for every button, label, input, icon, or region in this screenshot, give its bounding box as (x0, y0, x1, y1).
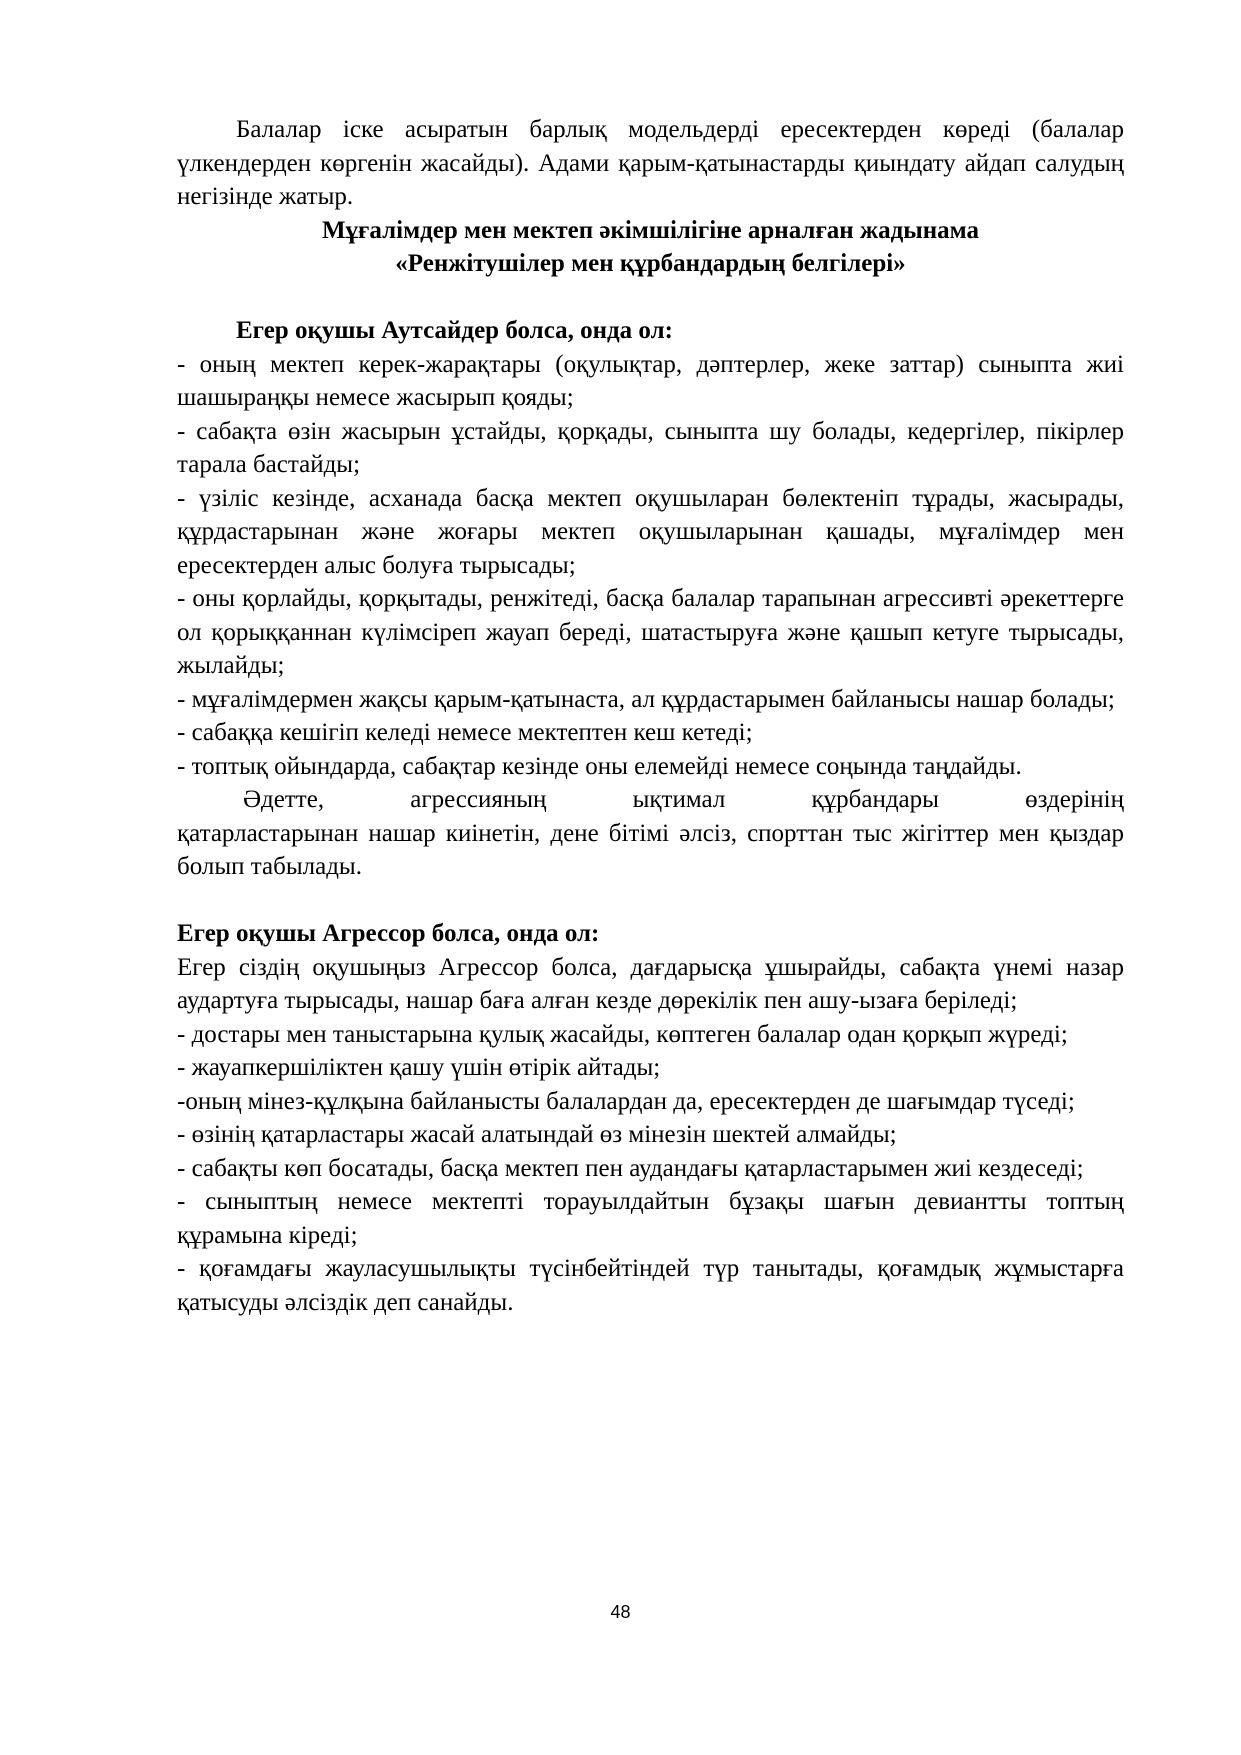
aggressor-list-item: - сыныптың немесе мектепті торауылдайтын бұзақы шағын девиантты топтың құрамына кіреді; (177, 1188, 1124, 1249)
outsider-list-item: - мұғалімдермен жақсы қарым-қатынаста, ал құрдастарымен байланысы нашар болады; (177, 685, 1115, 713)
outsider-list-item: - оны қорлайды, қорқытады, ренжітеді, басқа балалар тарапынан агрессивті әрекеттерге ол қорыққаннан күлімсіреп жауап береді, шатастыруға және қашып кетуге тырысады, жылайды; (177, 585, 1124, 679)
outsider-list-item: - сабақта өзін жасырын ұстайды, қорқады, сыныпта шу болады, кедергілер, пікірлер тарала бастайды; (177, 417, 1124, 478)
aggressor-list-item: -оның мінез-құлқына байланысты балалардан да, ересектерден де шағымдар түседі; (177, 1087, 1075, 1115)
aggressor-lead-paragraph: Егер сіздің оқушыңыз Агрессор болса, дағдарысқа ұшырайды, сабақта үнемі назар аудартуға тырысады, нашар баға алған кезде дөрекілік пен ашу-ызаға беріледі; (177, 953, 1124, 1014)
outsider-section-title: Егер оқушы Аутсайдер болса, онда ол: (236, 317, 673, 344)
aggressor-list-item: - өзінің қатарластары жасай алатындай өз мінезін шектей алмайды; (177, 1121, 897, 1148)
outsider-note-first-line: Әдетте, агрессияның ықтимал құрбандары өздерінің (243, 786, 1124, 813)
aggressor-list-item: - достары мен таныстарына қулық жасайды, көптеген балалар одан қорқып жүреді; (177, 1020, 1068, 1048)
aggressor-list-item: - қоғамдағы жауласушылықты түсінбейтіндей түр танытады, қоғамдық жұмыстарға қатысуды әлсіздік деп санайды. (177, 1255, 1124, 1316)
memo-heading-line-2: «Ренжітушілер мен құрбандардың белгілері» (395, 250, 906, 277)
blank-line (177, 884, 1124, 918)
intro-paragraph: Балалар іске асыратын барлық модельдерді ересектерден көреді (балалар үлкендерден көргенін жасайды). Адами қарым-қатынастарды қиындату айдап салудың негізінде жатыр. (177, 116, 1124, 210)
outsider-list-item: - сабаққа кешігіп келеді немесе мектептен кеш кетеді; (177, 719, 753, 746)
aggressor-list-item: - жауапкершіліктен қашу үшін өтірік айтады; (177, 1054, 661, 1081)
memo-heading-line-1: Мұғалімдер мен мектеп әкімшілігіне арналған жадынама (321, 216, 980, 244)
outsider-list-item: - үзіліс кезінде, асханада басқа мектеп оқушыларан бөлектеніп тұрады, жасырады, құрдастарынан және жоғары мектеп оқушыларынан қашады, мұғалімдер мен ересектерден алыс болуға тырысады; (177, 484, 1124, 579)
outsider-list-item: - оның мектеп керек-жарақтары (оқулықтар, дәптерлер, жеке заттар) сыныпта жиі шашыраңқы немесе жасырып қояды; (177, 350, 1124, 411)
outsider-list-item: - топтық ойындарда, сабақтар кезінде оны елемейді немесе соңында таңдайды. (177, 752, 1022, 780)
aggressor-section-title: Егер оқушы Агрессор болса, онда ол: (177, 920, 600, 947)
outsider-note-paragraph: қатарластарынан нашар киінетін, дене бітімі әлсіз, спорттан тыс жігіттер мен қыздар болып табылады. (177, 819, 1124, 880)
document-page (177, 113, 1124, 1319)
page-number: 48 (610, 1602, 631, 1622)
aggressor-list-item: - сабақты көп босатады, басқа мектеп пен аудандағы қатарластарымен жиі кездеседі; (177, 1154, 1084, 1182)
blank-line (177, 281, 1124, 315)
